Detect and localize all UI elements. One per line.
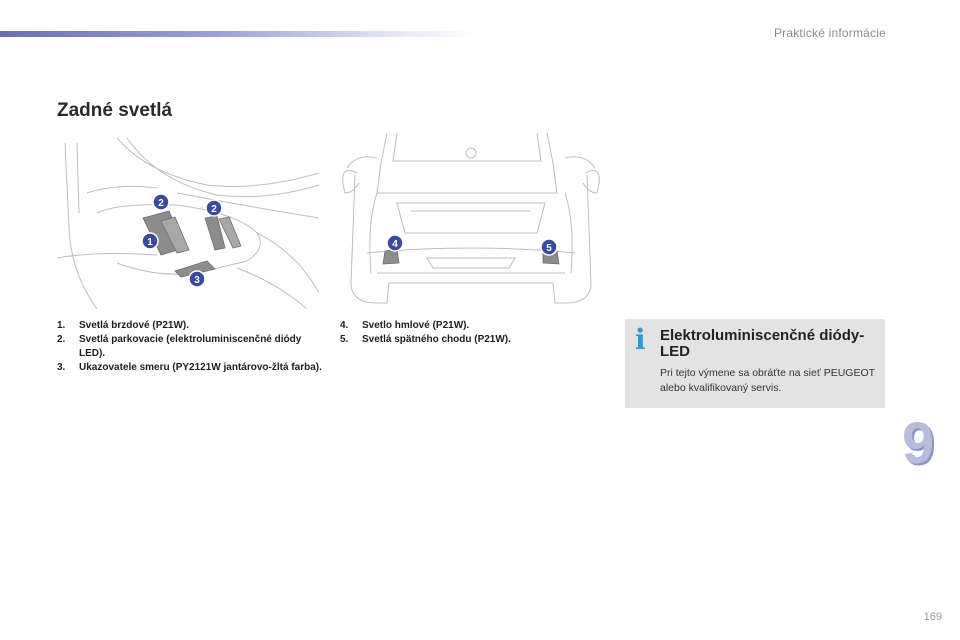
- callout-label: 1: [147, 237, 153, 248]
- callout-label: 4: [392, 239, 398, 250]
- header-accent-bar: [0, 31, 480, 37]
- info-title: Elektroluminiscenčné diódy-LED: [660, 327, 865, 360]
- legend-right: [340, 319, 580, 347]
- legend-item: [57, 333, 322, 361]
- rear-light-cluster-illustration: [57, 133, 319, 309]
- legend-item: [57, 319, 322, 333]
- info-box: [625, 319, 885, 408]
- legend-left: [57, 319, 322, 375]
- car-rear-view-illustration: [337, 133, 605, 309]
- legend-text: Ukazovatele smeru (PY2121W jantárovo-žltá farba).: [79, 362, 322, 373]
- callout-label: 5: [546, 243, 552, 254]
- legend-item: [57, 361, 322, 375]
- legend-number: 4.: [340, 320, 349, 331]
- legend-text: Svetlá spätného chodu (P21W).: [362, 334, 511, 345]
- callout-label: 2: [158, 198, 164, 209]
- chapter-number: 9: [902, 411, 935, 476]
- section-header: Praktické informácie: [773, 26, 886, 40]
- legend-number: 1.: [57, 320, 66, 331]
- legend-item: [340, 333, 580, 347]
- legend-text: Svetlo hmlové (P21W).: [362, 320, 470, 331]
- info-body: Pri tejto výmene sa obráťte na sieť PEUGEOT alebo kvalifikovaný servis.: [660, 367, 875, 394]
- legend-text: Svetlá brzdové (P21W).: [79, 320, 190, 331]
- page-number: 169: [923, 611, 942, 623]
- legend-text: Svetlá parkovacie (elektroluminiscenčné diódy LED).: [79, 334, 302, 359]
- callout-label: 2: [211, 204, 217, 215]
- page-title: Zadné svetlá: [57, 100, 173, 121]
- legend-number: 5.: [340, 334, 349, 345]
- info-icon: i: [635, 323, 646, 356]
- legend-number: 2.: [57, 334, 66, 345]
- legend-number: 3.: [57, 362, 66, 373]
- callout-label: 3: [194, 275, 200, 286]
- legend-item: [340, 319, 580, 333]
- right-callouts: [387, 235, 557, 255]
